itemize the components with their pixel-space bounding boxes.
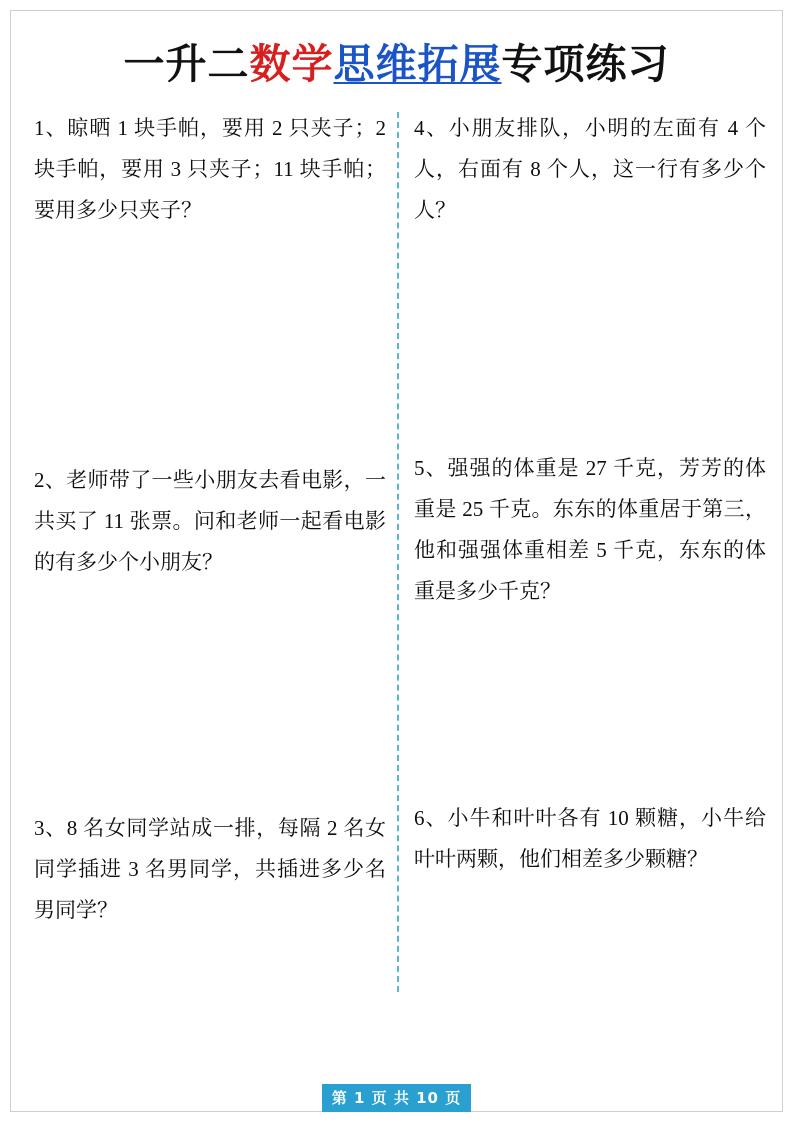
title-segment-3: 思维拓展: [333, 40, 502, 88]
question-item: 1、晾晒 1 块手帕，要用 2 只夹子；2 块手帕，要用 3 只夹子；11 块手帕；要用多少只夹子？: [34, 116, 386, 222]
question-item: 4、小朋友排队，小明的左面有 4 个人，右面有 8 个人，这一行有多少个人？: [414, 116, 766, 222]
column-divider: [397, 112, 399, 992]
page-number-badge: 第 1 页 共 10 页: [322, 1084, 471, 1112]
title-segment-2: 数学: [249, 40, 334, 88]
title-segment-4: 专项练习: [501, 40, 670, 88]
title-segment-1: 一升二: [123, 40, 250, 88]
page-title: [0, 38, 793, 90]
question-item: 5、强强的体重是 27 千克，芳芳的体重是 25 千克。东东的体重居于第三，他和强强体重相差 5 千克，东东的体重是多少千克？: [414, 456, 766, 603]
question-item: 6、小牛和叶叶各有 10 颗糖，小牛给叶叶两颗，他们相差多少颗糖？: [414, 806, 766, 871]
page-footer: [0, 1084, 793, 1112]
question-item: 2、老师带了一些小朋友去看电影，一共买了 11 张票。问和老师一起看电影的有多少个小朋友？: [34, 468, 386, 574]
question-item: 3、8 名女同学站成一排，每隔 2 名女同学插进 3 名男同学，共插进多少名男同学？: [34, 816, 386, 922]
